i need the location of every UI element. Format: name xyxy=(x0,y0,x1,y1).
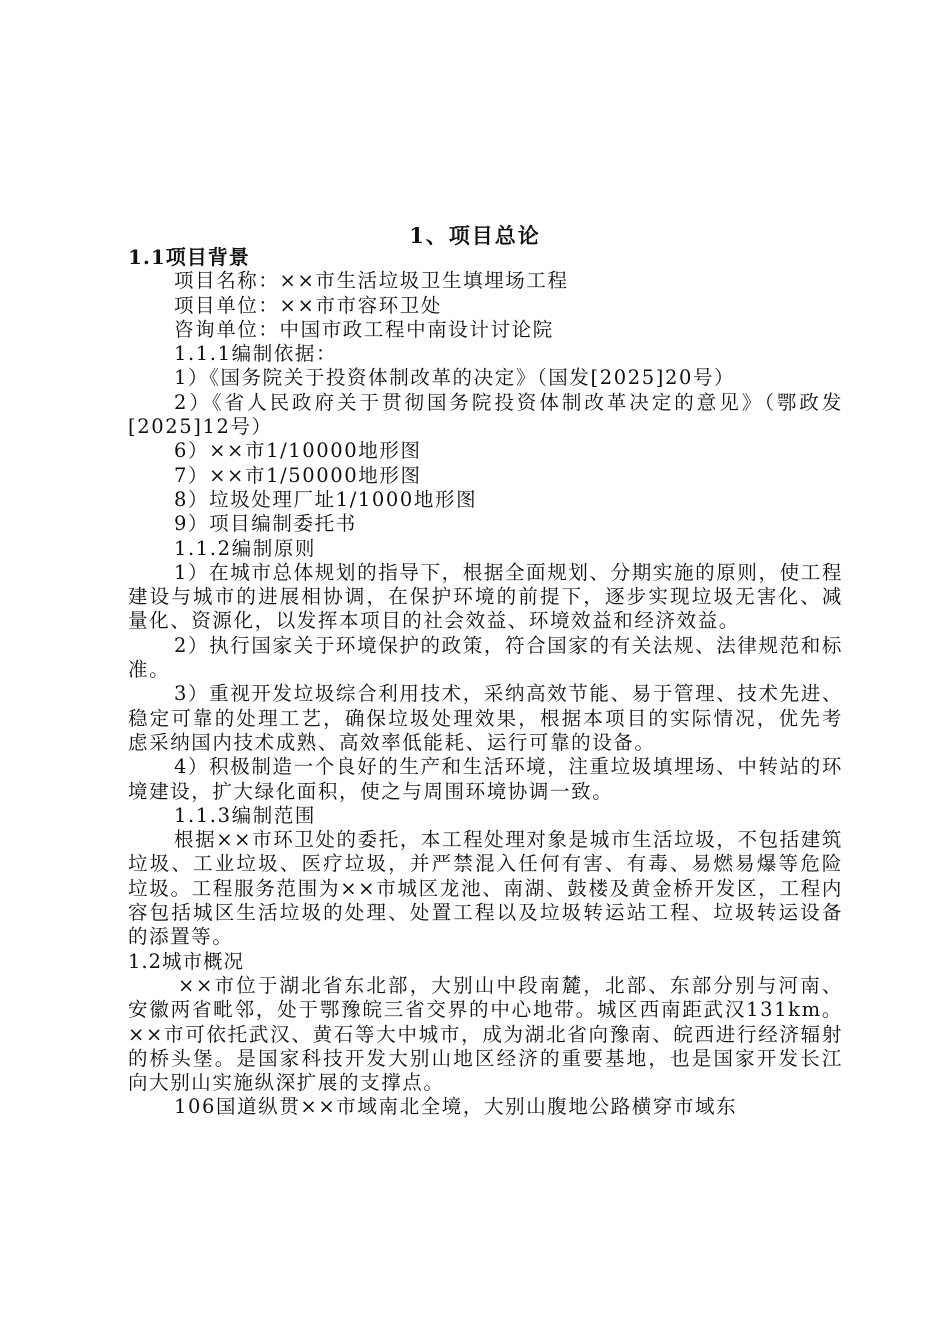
principle-heading: 1.1.2编制原则 xyxy=(174,536,317,560)
city-paragraph: ××市位于湖北省东北部，大别山中段南麓，北部、东部分别与河南、安徽两省毗邻，处于鄂豫皖三省交界的中心地带。城区西南距武汉131km。××市可依托武汉、黄石等大中城市，成为湖北省向豫南、皖西进行经济辐射的桥头堡。是国家科技开发大别山地区经济的重要基地，也是国家开发长江向大别山实施纵深扩展的支撑点。 xyxy=(128,973,843,1095)
principle-item-2: 2）执行国家关于环境保护的政策，符合国家的有关法规、法律规范和标准。 xyxy=(128,633,843,682)
basis-item-7: 7）××市1/50000地形图 xyxy=(174,463,422,487)
document-body xyxy=(128,245,843,1120)
section-heading-1-1: 1.1项目背景 xyxy=(128,245,250,269)
scope-heading: 1.1.3编制范围 xyxy=(174,803,317,827)
basis-heading: 1.1.1编制依据： xyxy=(174,342,338,366)
basis-item-9: 9）项目编制委托书 xyxy=(174,512,357,536)
project-name-line: 项目名称：××市生活垃圾卫生填埋场工程 xyxy=(174,269,569,293)
scope-paragraph: 根据××市环卫处的委托，本工程处理对象是城市生活垃圾，不包括建筑垃圾、工业垃圾、医疗垃圾，并严禁混入任何有害、有毒、易燃易爆等危险垃圾。工程服务范围为××市城区龙池、南湖、鼓楼及黄金桥开发区，工程内容包括城区生活垃圾的处理、处置工程以及垃圾转运站工程、垃圾转运设备的添置等。 xyxy=(128,828,843,949)
principle-item-1: 1）在城市总体规划的指导下，根据全面规划、分期实施的原则，使工程建设与城市的进展相协调，在保护环境的前提下，逐步实现垃圾无害化、减量化、资源化，以发挥本项目的社会效益、环境效益和经济效益。 xyxy=(128,560,843,633)
road-paragraph: 106国道纵贯××市域南北全境，大别山腹地公路横穿市域东 xyxy=(174,1095,738,1119)
basis-item-1: 1）《国务院关于投资体制改革的决定》（国发[2025]20号） xyxy=(174,366,736,390)
section-heading-1-2: 1.2城市概况 xyxy=(128,949,245,973)
project-unit-line: 项目单位：××市市容环卫处 xyxy=(174,293,442,317)
basis-item-6: 6）××市1/10000地形图 xyxy=(174,439,422,463)
chapter-title: 1、项目总论 xyxy=(409,223,541,248)
principle-item-4: 4）积极制造一个良好的生产和生活环境，注重垃圾填埋场、中转站的环境建设，扩大绿化面积，使之与周围环境协调一致。 xyxy=(128,755,843,803)
basis-item-2: 2）《省人民政府关于贯彻国务院投资体制改革决定的意见》（鄂政发[2025]12号） xyxy=(128,390,843,439)
consult-unit-line: 咨询单位：中国市政工程中南设计讨论院 xyxy=(174,317,554,341)
basis-item-8: 8）垃圾处理厂址1/1000地形图 xyxy=(174,487,478,511)
principle-item-3: 3）重视开发垃圾综合利用技术，采纳高效节能、易于管理、技术先进、稳定可靠的处理工艺，确保垃圾处理效果，根据本项目的实际情况，优先考虑采纳国内技术成熟、高效率低能耗、运行可靠的设备。 xyxy=(128,682,843,754)
